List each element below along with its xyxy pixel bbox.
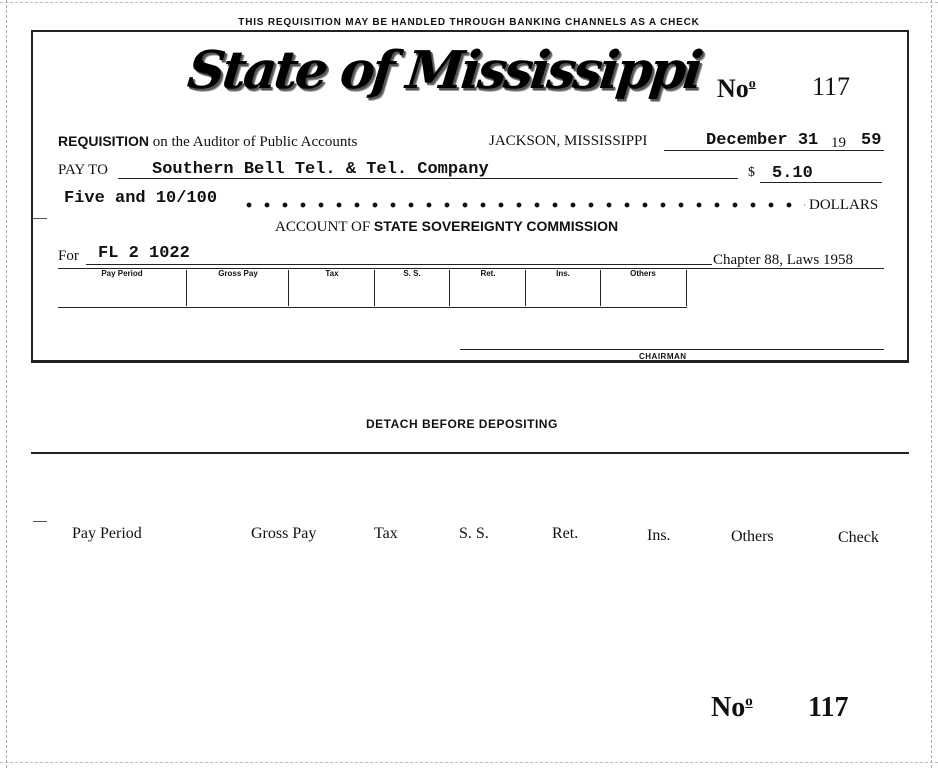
stub-margin-tick <box>33 521 47 522</box>
requisition-label: REQUISITION <box>58 133 150 149</box>
amount-words-dots <box>240 201 805 209</box>
left-margin-tick <box>33 218 47 219</box>
table-divider <box>525 270 526 306</box>
year-prefix: 19 <box>831 135 846 151</box>
stub-number-label-sup: o <box>745 693 753 710</box>
stub-header-check: Check <box>838 529 879 546</box>
right-paper-edge <box>931 0 932 768</box>
year-typed: 59 <box>861 131 882 150</box>
stub-header-ret: Ret. <box>552 525 579 542</box>
table-header-gross-pay: Gross Pay <box>218 269 258 278</box>
left-paper-edge <box>6 0 7 768</box>
table-divider <box>186 270 187 306</box>
pay-to-label: PAY TO <box>58 162 108 178</box>
requisition-line <box>58 133 357 151</box>
amount-words: Five and 10/100 <box>64 189 218 208</box>
chapter-text: Chapter 88, Laws 1958 <box>713 252 853 268</box>
table-divider <box>600 270 601 306</box>
dollars-label: DOLLARS <box>809 197 879 213</box>
banking-notice: THIS REQUISITION MAY BE HANDLED THROUGH BANKING CHANNELS AS A CHECK <box>238 17 700 28</box>
location: JACKSON, MISSISSIPPI <box>489 133 648 149</box>
table-header-others: Others <box>630 269 656 278</box>
account-prefix: ACCOUNT OF <box>275 219 371 235</box>
table-header-tax: Tax <box>325 269 339 278</box>
detach-label: DETACH BEFORE DEPOSITING <box>366 417 558 431</box>
table-divider <box>449 270 450 306</box>
table-bottom-rule <box>58 307 687 308</box>
account-line <box>275 218 618 236</box>
stub-header-ss: S. S. <box>459 525 489 542</box>
payee: Southern Bell Tel. & Tel. Company <box>152 160 489 179</box>
requisition-subtext: on the Auditor of Public Accounts <box>152 134 358 150</box>
amount: 5.10 <box>772 164 813 183</box>
state-title: State of Mississippi <box>184 40 704 101</box>
for-value: FL 2 1022 <box>98 244 190 263</box>
detach-rule <box>31 452 909 454</box>
stub-header-pay-period: Pay Period <box>72 525 142 542</box>
top-paper-edge <box>0 2 938 3</box>
table-header-ret: Ret. <box>480 269 496 278</box>
chairman-label: CHAIRMAN <box>639 352 687 361</box>
stub-number-label <box>711 692 753 724</box>
number-label-sup: o <box>748 76 756 92</box>
for-underline <box>86 264 712 265</box>
requisition-number-label <box>717 74 756 104</box>
dollar-sign: $ <box>748 165 755 180</box>
date-typed: December 31 <box>706 131 819 150</box>
chairman-signature-line <box>460 349 884 350</box>
number-label-text: No <box>717 74 749 103</box>
table-header-ss: S. S. <box>403 269 421 278</box>
for-label: For <box>58 248 79 264</box>
requisition-number: 117 <box>812 72 851 101</box>
table-divider <box>288 270 289 306</box>
table-header-ins: Ins. <box>556 269 570 278</box>
stub-header-ins: Ins. <box>647 527 671 544</box>
stub-header-gross-pay: Gross Pay <box>251 525 317 542</box>
table-divider <box>374 270 375 306</box>
date-underline <box>664 150 884 151</box>
stub-number: 117 <box>808 692 849 723</box>
stub-number-label-text: No <box>711 692 746 723</box>
stub-header-tax: Tax <box>374 525 398 542</box>
stub-header-others: Others <box>731 528 774 545</box>
table-header-pay-period: Pay Period <box>101 269 143 278</box>
account-name: STATE SOVEREIGNTY COMMISSION <box>373 218 619 234</box>
table-divider <box>686 270 687 306</box>
bottom-paper-edge <box>0 762 938 763</box>
